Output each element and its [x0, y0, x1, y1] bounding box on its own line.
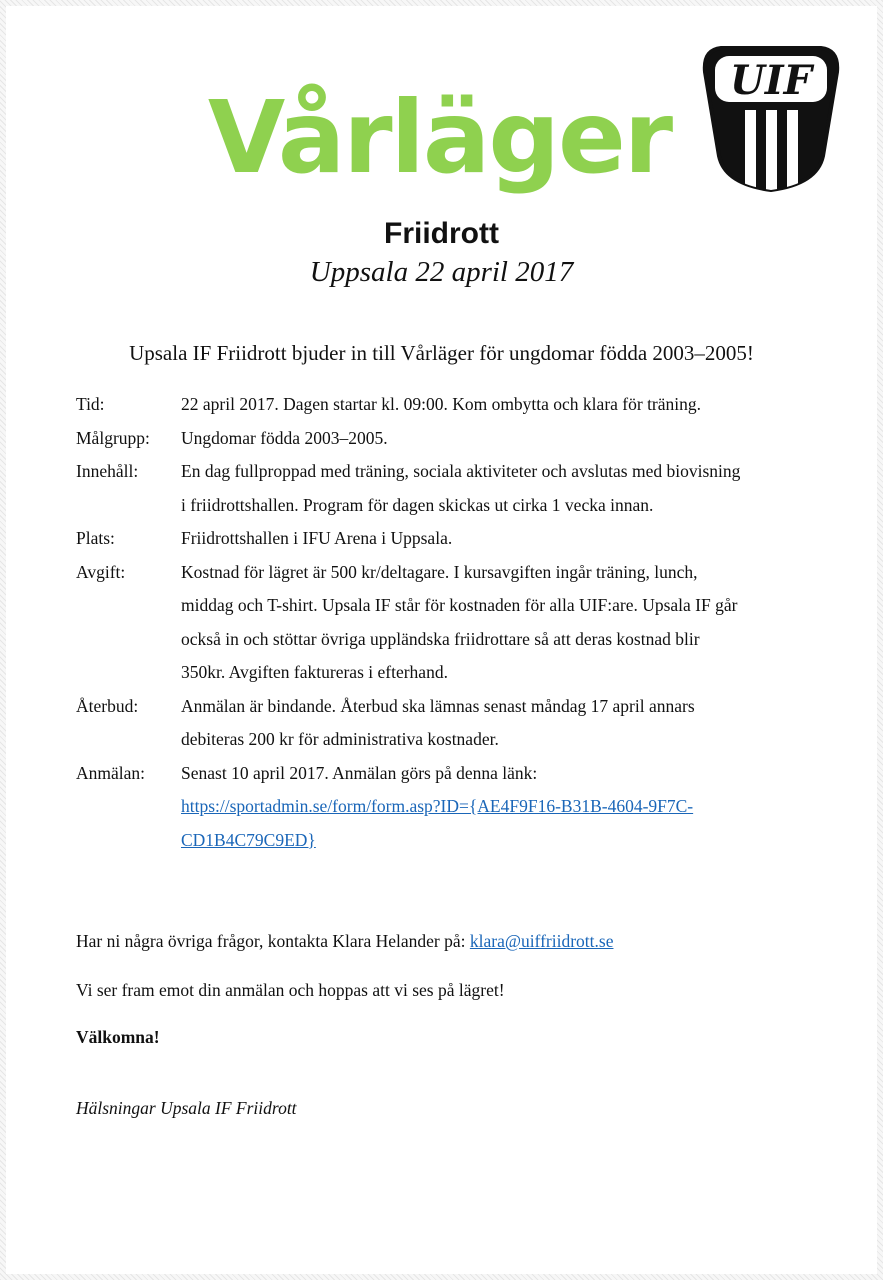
intro-text: Upsala IF Friidrott bjuder in till Vårläger för ungdomar födda 2003–2005! [129, 341, 754, 365]
registration-link-part[interactable]: https://sportadmin.se/form/form.asp?ID={AE4F9F16-B31B-4604-9F7C- [181, 796, 694, 816]
info-line: 350kr. Avgiften faktureras i efterhand. [181, 662, 448, 682]
info-table [76, 388, 816, 857]
info-value [181, 757, 816, 858]
registration-link-part[interactable]: CD1B4C79C9ED} [181, 829, 316, 850]
info-line: debiteras 200 kr för administrativa kostnader. [181, 729, 499, 749]
info-row-malgrupp [76, 422, 816, 456]
info-line: Friidrottshallen i IFU Arena i Uppsala. [181, 528, 453, 548]
info-line: middag och T-shirt. Upsala IF står för kostnaden för alla UIF:are. Upsala IF går [181, 595, 738, 615]
info-line: Kostnad för lägret är 500 kr/deltagare. I kursavgiften ingår träning, lunch, [181, 561, 698, 582]
info-value [181, 556, 816, 690]
info-line: 22 april 2017. Dagen startar kl. 09:00. Kom ombytta och klara för träning. [181, 394, 702, 414]
info-label: Återbud: [76, 695, 139, 716]
info-row-tid [76, 388, 816, 422]
info-row-aterbud [76, 690, 816, 757]
info-value [181, 522, 816, 556]
info-line: Anmälan är bindande. Återbud ska lämnas senast måndag 17 april annars [181, 695, 695, 716]
info-label: Avgift: [76, 561, 126, 582]
info-label: Innehåll: [76, 461, 139, 481]
info-label: Målgrupp: [76, 427, 150, 448]
info-line: i friidrottshallen. Program för dagen skickas ut cirka 1 vecka innan. [181, 494, 654, 515]
info-label: Tid: [76, 394, 105, 414]
info-label: Plats: [76, 528, 115, 548]
info-row-avgift [76, 556, 816, 690]
subtitle: Friidrott [384, 217, 499, 250]
info-line: En dag fullproppad med träning, sociala aktiviteter och avslutas med biovisning [181, 461, 741, 481]
info-value [181, 422, 816, 456]
place-date: Uppsala 22 april 2017 [309, 256, 574, 288]
welcome-text: Välkomna! [76, 1027, 160, 1047]
info-value [181, 388, 816, 422]
contact-paragraph [76, 928, 613, 954]
info-line: Ungdomar födda 2003–2005. [181, 427, 388, 448]
contact-email-link[interactable]: klara@uiffriidrott.se [469, 931, 614, 951]
info-row-anmalan [76, 757, 816, 858]
uif-logo [699, 38, 843, 196]
info-row-plats [76, 522, 816, 556]
closing-text: Vi ser fram emot din anmälan och hoppas att vi ses på lägret! [76, 980, 505, 1000]
contact-text: Har ni några övriga frågor, kontakta Klara Helander på: [76, 931, 470, 951]
registration-link[interactable] [181, 790, 816, 857]
page-title: Vårläger [207, 79, 672, 196]
logo-text: UIF [730, 57, 812, 104]
info-line: också in och stöttar övriga uppländska friidrottare så att deras kostnad blir [181, 628, 700, 649]
info-value [181, 455, 816, 522]
info-row-innehall [76, 455, 816, 522]
info-value [181, 690, 816, 757]
info-label: Anmälan: [76, 762, 146, 783]
info-line: Senast 10 april 2017. Anmälan görs på denna länk: [181, 762, 538, 783]
signature: Hälsningar Upsala IF Friidrott [76, 1098, 297, 1118]
